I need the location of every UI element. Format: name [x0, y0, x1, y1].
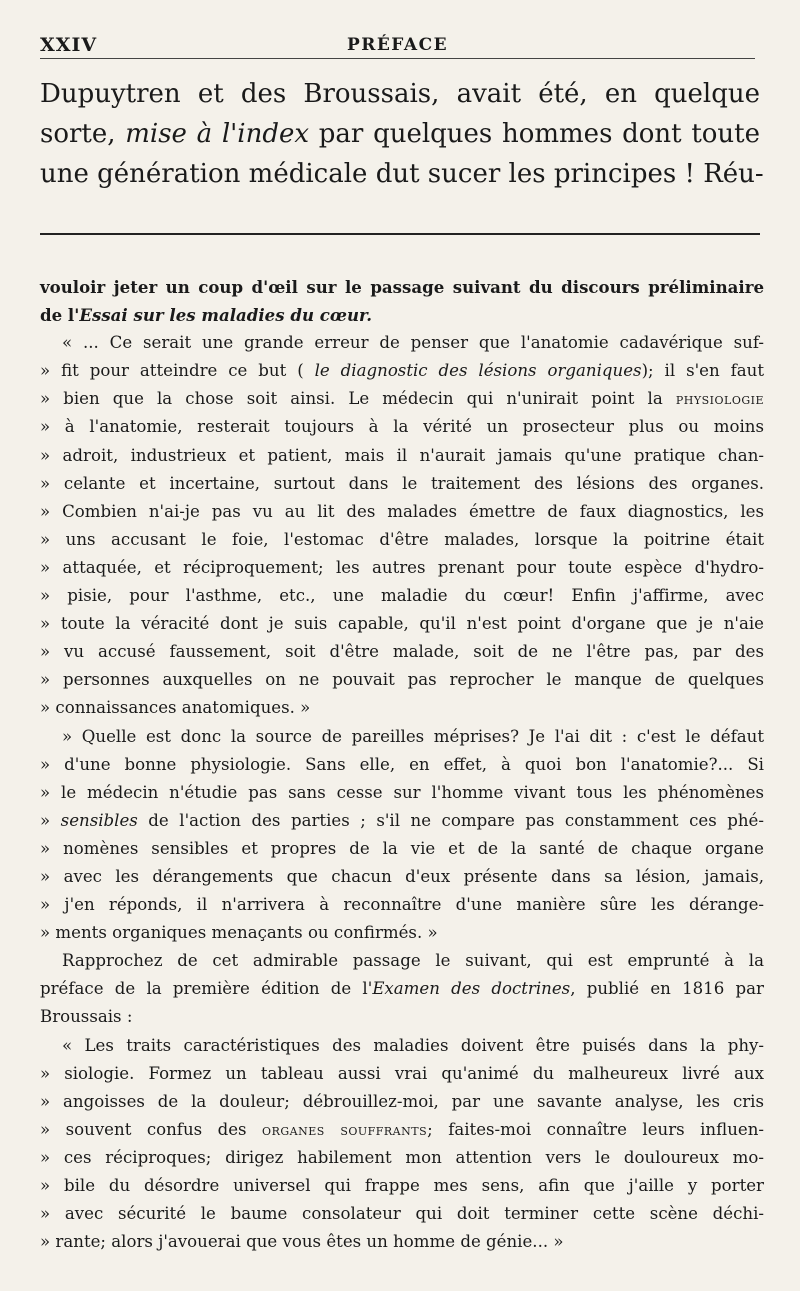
footnote-line: » Quelle est donc la source de pareilles méprises? Je l'ai dit : c'est le défaut: [62, 726, 764, 746]
footnote-line: » attaquée, et réciproquement; les autres prenant pour toute espèce d'hydro-: [40, 557, 764, 577]
footnote-line: [40, 301, 764, 329]
footnote-line: vouloir jeter un coup d'œil sur le passage suivant du discours préliminaire: [40, 277, 764, 297]
main-line: Dupuytren et des Broussais, avait été, en quelque: [40, 79, 760, 109]
footnote-line: » j'en réponds, il n'arrivera à reconnaître d'une manière sûre les dérange-: [40, 895, 764, 915]
italic-run: sensibles: [60, 810, 138, 830]
footnote-line: » adroit, industrieux et patient, mais il n'aurait jamais qu'une pratique chan-: [40, 445, 764, 465]
text-run: préface de la première édition de l': [40, 979, 373, 999]
text-run: » bien que la chose soit ainsi. Le médecin qui n'unirait point la: [40, 389, 676, 409]
footnote-line: » vu accusé faussement, soit d'être malade, soit de ne l'être pas, par des: [40, 642, 764, 662]
header-rule: [40, 58, 755, 59]
italic-run: Essai sur les maladies du cœur.: [79, 305, 373, 326]
footnote-line: » ces réciproques; dirigez habilement mon attention vers le douloureux mo-: [40, 1147, 764, 1167]
footnote-line: » d'une bonne physiologie. Sans elle, en effet, à quoi bon l'anatomie?... Si: [40, 754, 764, 774]
text-run: »: [40, 810, 61, 830]
footnote-line: » pisie, pour l'asthme, etc., une maladie du cœur! Enfin j'affirme, avec: [40, 586, 764, 606]
footnote-line: » le médecin n'étudie pas sans cesse sur l'homme vivant tous les phénomènes: [40, 782, 764, 802]
italic-run: mise à l'index: [125, 119, 310, 149]
footnote-line: Broussais :: [40, 1007, 133, 1027]
footnote-line: » rante; alors j'avouerai que vous êtes un homme de génie... »: [40, 1232, 564, 1252]
footnote-line: » bile du désordre universel qui frappe mes sens, afin que j'aille y porter: [40, 1176, 764, 1195]
text-run: ); il s'en faut: [641, 361, 765, 381]
small-caps-run: organes souffrants: [262, 1120, 428, 1139]
main-line: [40, 114, 760, 154]
footnote-line: » siologie. Formez un tableau aussi vrai qu'animé du malheureux livré aux: [40, 1063, 764, 1083]
text-run: » fit pour atteindre ce but (: [40, 361, 315, 381]
footnote-line: Rapprochez de cet admirable passage le suivant, qui est emprunté à la: [62, 951, 764, 971]
footnote-line: [40, 1116, 764, 1144]
running-title: PRÉFACE: [346, 35, 449, 55]
running-head: [40, 30, 755, 60]
footnote-line: » à l'anatomie, resterait toujours à la vérité un prosecteur plus ou moins: [40, 417, 764, 437]
footnote-line: « Les traits caractéristiques des maladies doivent être puisés dans la phy-: [62, 1035, 764, 1055]
text-run: par quelques hommes dont toute: [309, 119, 760, 149]
footnote-divider: [40, 233, 760, 235]
text-run: ; faites-moi connaître leurs influen-: [427, 1119, 764, 1139]
footnote-line: » avec les dérangements que chacun d'eux présente dans sa lésion, jamais,: [40, 866, 764, 886]
footnote-line: [40, 385, 764, 413]
main-line: une génération médicale dut sucer les principes ! Réu-: [40, 159, 764, 189]
text-run: de l': [40, 305, 80, 326]
small-caps-run: physiologie: [675, 390, 764, 409]
text-run: » souvent confus des: [40, 1119, 263, 1139]
footnote-line: « ... Ce serait une grande erreur de penser que l'anatomie cadavérique suf-: [62, 333, 764, 353]
italic-run: Examen des doctrines: [372, 979, 571, 999]
footnote-line: » ments organiques menaçants ou confirmés. »: [40, 923, 438, 943]
footnote-line: » Combien n'ai-je pas vu au lit des malades émettre de faux diagnostics, les: [40, 501, 764, 521]
footnote-line: » angoisses de la douleur; débrouillez-moi, par une savante analyse, les cris: [40, 1091, 764, 1111]
footnote-line: » uns accusant le foie, l'estomac d'être malades, lorsque la poitrine était: [40, 529, 764, 549]
footnote-line: [40, 807, 764, 835]
footnote-line: » avec sécurité le baume consolateur qui doit terminer cette scène déchi-: [40, 1204, 764, 1224]
footnote-line: [40, 975, 764, 1003]
footnote-line: » personnes auxquelles on ne pouvait pas reprocher le manque de quelques: [40, 670, 764, 690]
text-run: sorte,: [40, 119, 126, 149]
text-run: , publié en 1816 par: [570, 979, 764, 999]
footnote-line: » celante et incertaine, surtout dans le traitement des lésions des organes.: [40, 473, 764, 493]
footnote: [40, 273, 764, 1256]
footnote-line: » nomènes sensibles et propres de la vie et de la santé de chaque organe: [40, 838, 764, 858]
footnote-line: » toute la véracité dont je suis capable, qu'il n'est point d'organe que je n'aie: [40, 614, 764, 634]
page-number: XXIV: [40, 34, 98, 56]
footnote-line: [40, 357, 764, 385]
main-text: [40, 74, 764, 194]
footnote-line: » connaissances anatomiques. »: [40, 698, 311, 718]
italic-run: le diagnostic des lésions organiques: [314, 361, 642, 381]
text-run: de l'action des parties ; s'il ne compare pas constamment ces phé-: [137, 810, 764, 830]
